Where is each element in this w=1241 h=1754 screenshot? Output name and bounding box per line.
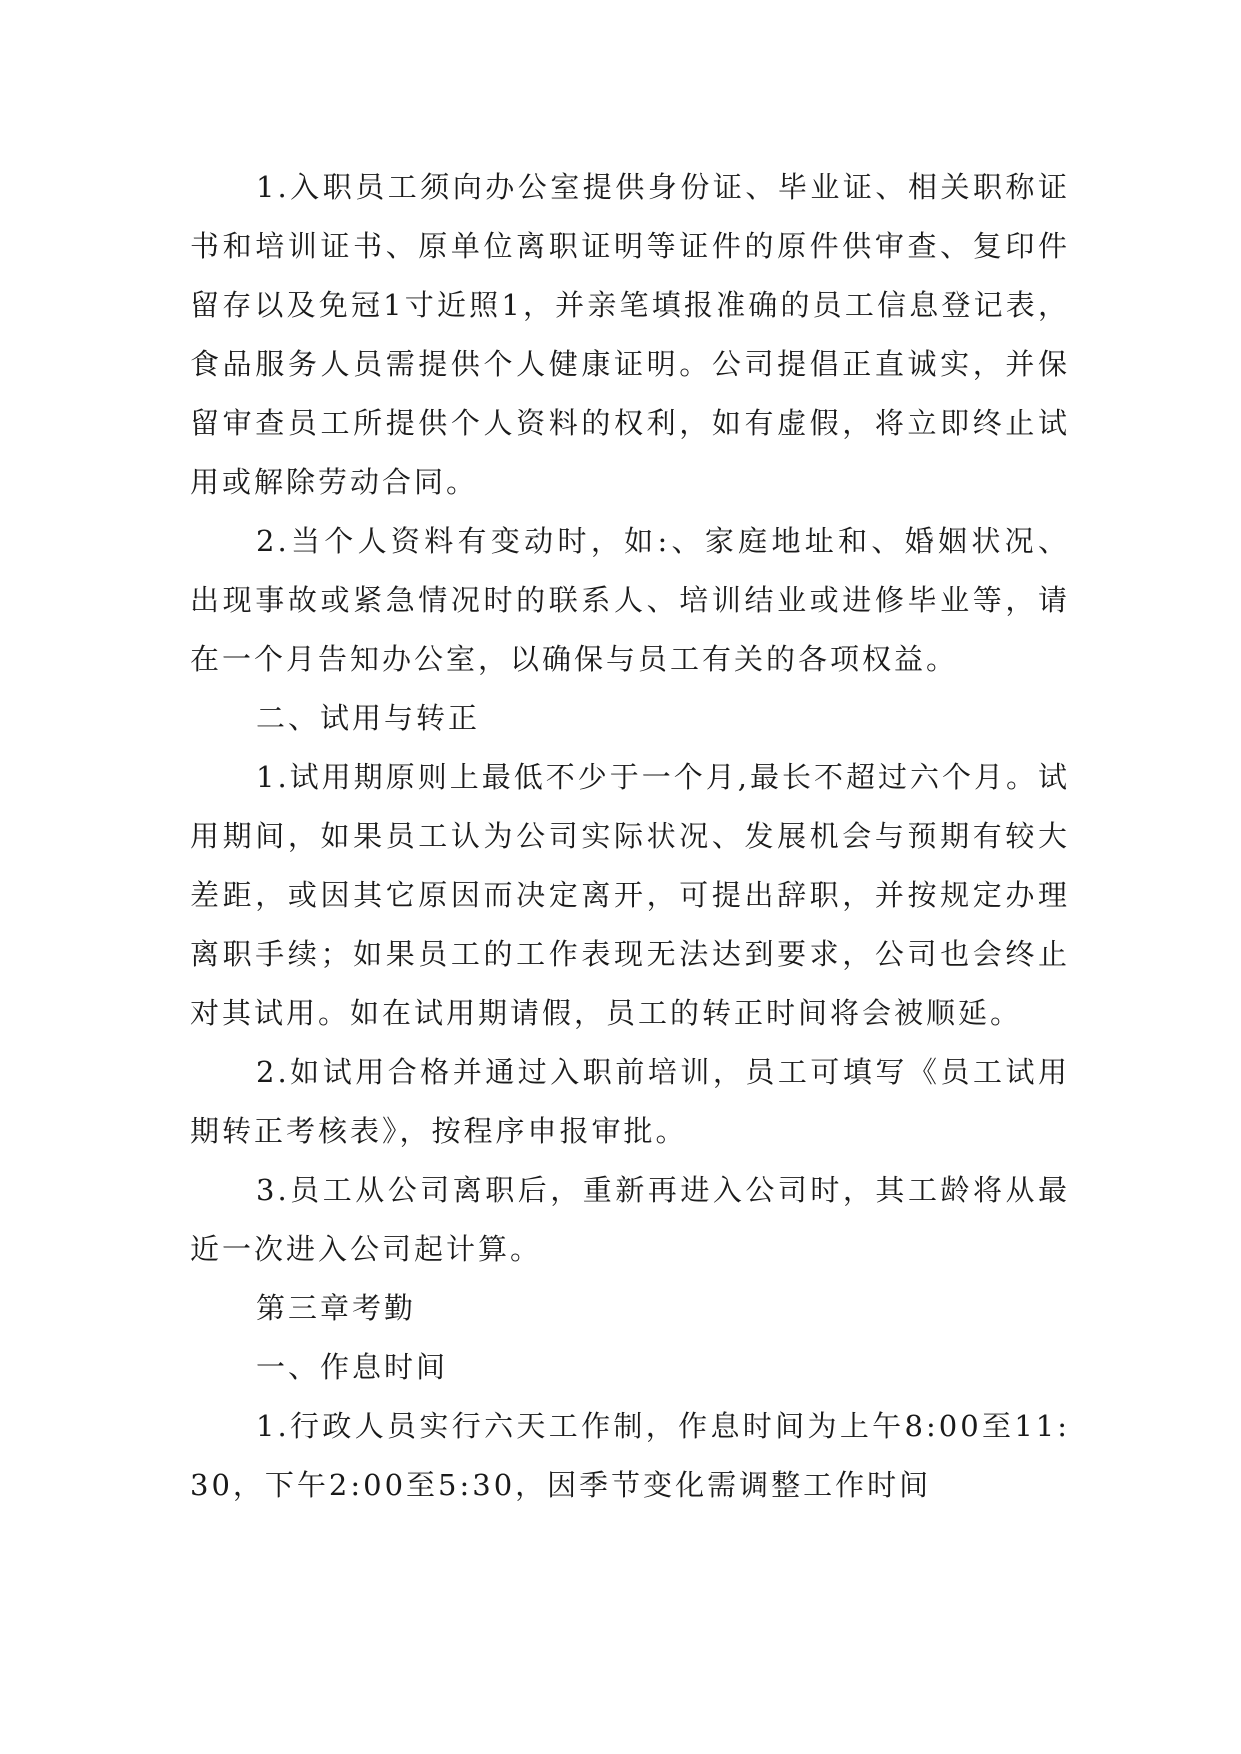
- paragraph-admin-schedule: 1.行政人员实行六天工作制，作息时间为上午8:00至11:30，下午2:00至5:30，因季节变化需调整工作时间: [190, 1409, 1070, 1502]
- section-heading-work-hours: 一、作息时间: [256, 1350, 449, 1384]
- section-heading-probation: 二、试用与转正: [256, 701, 481, 735]
- paragraph-onboarding-documents: 1.入职员工须向办公室提供身份证、毕业证、相关职称证书和培训证书、原单位离职证明等证件的原件供审查、复印件留存以及免冠1寸近照1，并亲笔填报准确的员工信息登记表，食品服务人员需提供个人健康证明。公司提倡正直诚实，并保留审查员工所提供个人资料的权利，如有虚假，将立即终止试用或解除劳动合同。: [190, 170, 1070, 499]
- document-body: [190, 158, 1070, 1515]
- paragraph-probation-period: 1.试用期原则上最低不少于一个月,最长不超过六个月。试用期间，如果员工认为公司实际状况、发展机会与预期有较大差距，或因其它原因而决定离开，可提出辞职，并按规定办理离职手续；如果员工的工作表现无法达到要求，公司也会终止对其试用。如在试用期请假，员工的转正时间将会被顺延。: [190, 760, 1070, 1030]
- paragraph-probation-assessment: 2.如试用合格并通过入职前培训，员工可填写《员工试用期转正考核表》，按程序申报审批。: [190, 1055, 1070, 1148]
- chapter-heading-attendance: 第三章考勤: [256, 1291, 417, 1325]
- paragraph-personal-info-changes: 2.当个人资料有变动时，如:、家庭地址和、婚姻状况、出现事故或紧急情况时的联系人、培训结业或进修毕业等，请在一个月告知办公室，以确保与员工有关的各项权益。: [190, 524, 1070, 676]
- paragraph-rehire-seniority: 3.员工从公司离职后，重新再进入公司时，其工龄将从最近一次进入公司起计算。: [190, 1173, 1070, 1266]
